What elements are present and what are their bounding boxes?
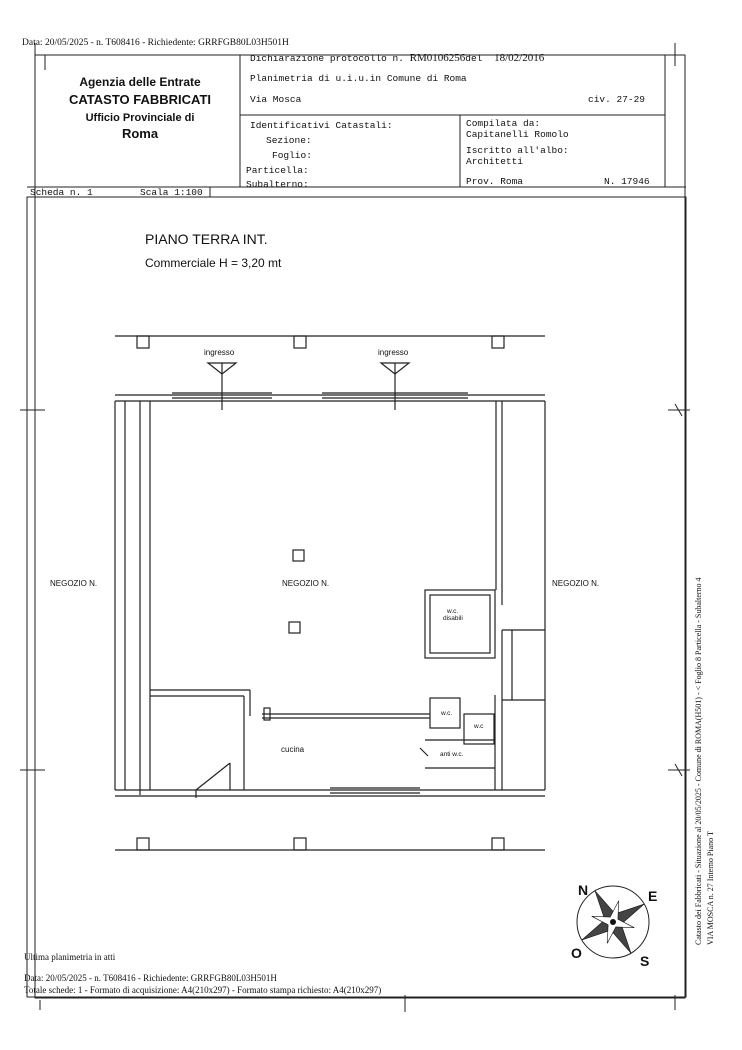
cucina-label: cucina xyxy=(281,745,305,754)
identificativi-title: Identificativi Catastali: xyxy=(250,120,393,131)
plan-title: PIANO TERRA INT. xyxy=(145,231,268,247)
wc-label-2: w.c xyxy=(474,723,484,730)
side-situazione-text: Catasto dei Fabbricati - Situazione al 20/05/2025 - Comune di ROMA(H501) - < Foglio 8 Particella - Subalterno 4 xyxy=(694,577,703,945)
side-address-text: VIA MOSCA n. 27 Interno Piano T xyxy=(706,831,715,945)
compass-n: N xyxy=(578,882,589,898)
compass-o: O xyxy=(571,945,582,961)
protocol-line xyxy=(250,52,544,64)
footer-totale: Totale schede: 1 - Formato di acquisizione: A4(210x297) - Formato stampa richiesto: A4(210x297) xyxy=(24,985,382,995)
iscritto-label: Iscritto all'albo: xyxy=(466,145,569,156)
ufficio-city: Roma xyxy=(121,126,159,141)
negozio-left-label: NEGOZIO N. xyxy=(50,579,98,588)
address-civ: civ. 27-29 xyxy=(588,94,646,105)
footer-ultima: Ultima planimetria in atti xyxy=(24,952,116,962)
scheda-number: Scheda n. 1 xyxy=(30,187,93,198)
protocol-del: del xyxy=(465,53,483,64)
planimetria-line: Planimetria di u.i.u.in Comune di Roma xyxy=(250,73,467,84)
foglio-label: Foglio: xyxy=(272,150,312,161)
plan-subtitle: Commerciale H = 3,20 mt xyxy=(145,256,282,270)
subalterno-label: Subalterno: xyxy=(246,179,309,190)
compass-s: S xyxy=(640,953,650,969)
protocol-label: Dichiarazione protocollo n. xyxy=(250,53,404,64)
sezione-label: Sezione: xyxy=(266,135,312,146)
agency-block xyxy=(40,75,240,141)
numero-albo: N. 17946 xyxy=(604,176,650,187)
outer-frame xyxy=(35,55,685,998)
wc-disabili-label-2: disabili xyxy=(443,615,463,622)
prov-value: Prov. Roma xyxy=(466,176,524,187)
protocol-number: RM0106256 xyxy=(409,52,466,64)
floor-plan xyxy=(115,336,545,850)
compilata-label: Compilata da: xyxy=(466,118,541,129)
agency-name: Agenzia delle Entrate xyxy=(79,75,201,89)
negozio-right-label: NEGOZIO N. xyxy=(552,579,600,588)
address-street: Via Mosca xyxy=(250,94,302,105)
ingresso-right-label: ingresso xyxy=(378,348,409,357)
scala-value: Scala 1:100 xyxy=(140,187,203,198)
wc-label-1: w.c. xyxy=(441,710,453,717)
albo-value: Architetti xyxy=(466,156,524,167)
particella-label: Particella: xyxy=(246,165,309,176)
compilata-name: Capitanelli Romolo xyxy=(466,129,569,140)
ufficio-label: Ufficio Provinciale di xyxy=(85,112,195,124)
compass-e: E xyxy=(648,888,658,904)
inner-frame xyxy=(27,197,686,997)
anti-wc-label: anti w.c. xyxy=(440,751,464,758)
catasto-title: CATASTO FABBRICATI xyxy=(68,92,212,107)
protocol-date: 18/02/2016 xyxy=(494,52,545,64)
ingresso-left-label: ingresso xyxy=(204,348,235,357)
negozio-center-label: NEGOZIO N. xyxy=(282,579,330,588)
footer-data-line: Data: 20/05/2025 - n. T608416 - Richiedente: GRRFGB80L03H501H xyxy=(24,973,277,983)
wc-disabili-label-1: w.c. xyxy=(447,608,459,615)
header-request-line: Data: 20/05/2025 - n. T608416 - Richiedente: GRRFGB80L03H501H xyxy=(22,38,289,48)
